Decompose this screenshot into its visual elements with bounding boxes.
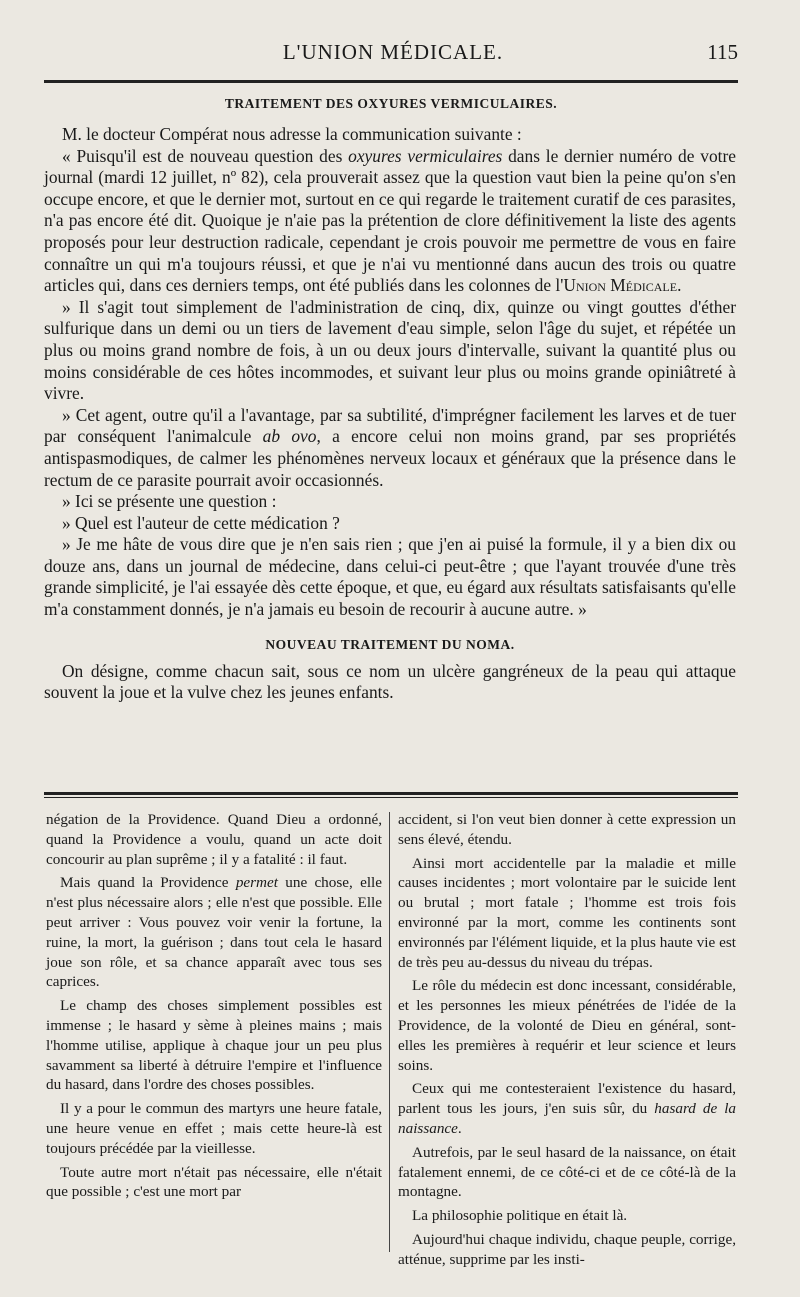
feuilleton-right-column — [398, 810, 736, 1274]
article-body-upper — [44, 124, 736, 704]
feuilleton-left-paragraph-5: Toute autre mort n'était pas nécessaire, elle n'était que possible ; c'est une mort par — [46, 1163, 382, 1201]
feuilleton-right-paragraph-5: Autrefois, par le seul hasard de la naissance, on était fatalement ennemi, de ce côté-ci et de ce côté-là de la montagne. — [398, 1143, 736, 1201]
feuilleton-right-paragraph-1: accident, si l'on veut bien donner à cette expression un sens élevé, étendu. — [398, 811, 736, 848]
feuilleton-left-paragraph-3: Le champ des choses simplement possibles est immense ; le hasard y sème à pleines mains ; mais l'homme utilise, applique à chaque jour un peu plus savamment sa liberté à détruire l'empire et l'influence du hasard, dans l'ordre des choses possibles. — [46, 997, 382, 1094]
header-rule — [44, 80, 738, 83]
feuilleton-left-paragraph-4: Il y a pour le commun des martyrs une heure fatale, une heure venue en effet ; mais cette heure-là est toujours précédée par la vieillesse. — [46, 1100, 382, 1157]
feuilleton-left-paragraph-1: négation de la Providence. Quand Dieu a ordonné, quand la Providence a voulu, quand un acte doit concourir au plan suprême ; il y a fatalité : il faut. — [46, 811, 382, 868]
article1-paragraph-6: » Je me hâte de vous dire que je n'en sais rien ; que j'en ai puisé la formule, il y a bien dix ou douze ans, dans un journal de médecine, dans celui-ci peut-être ; que l'ayant trouvée d'une très grande simplicité, je l'ai essayée dès cette époque, et que, eu égard aux résultats satisfaisants qu'elle m'a constamment donnés, je n'a jamais eu besoin de recourir à aucune autre. » — [44, 534, 736, 620]
feuilleton-left-paragraph-2: Mais quand la Providence permet une chose, elle n'est plus nécessaire alors ; elle n'est que possible. Elle peut arriver : Vous pouvez voir venir la fortune, la ruine, la mort, la guérison ; dans tout cela le hasard joue son rôle, et sa chance apparaît avec tous ses caprices. — [46, 874, 382, 991]
feuilleton-rule-top — [44, 792, 738, 795]
article-title-oxyures: TRAITEMENT DES OXYURES VERMICULAIRES. — [224, 96, 558, 111]
page-number: 115 — [707, 40, 738, 64]
article1-paragraph-5: » Quel est l'auteur de cette médication ? — [62, 512, 340, 533]
article1-paragraph-4: » Ici se présente une question : — [62, 491, 277, 512]
feuilleton-rule-bottom — [44, 797, 738, 798]
article2-paragraph-1: On désigne, comme chacun sait, sous ce nom un ulcère gangréneux de la peau qui attaque souvent la joue et la vulve chez les jeunes enfants. — [44, 660, 736, 703]
journal-title: L'UNION MÉDICALE. — [282, 40, 504, 64]
feuilleton-right-paragraph-7: Aujourd'hui chaque individu, chaque peuple, corrige, atténue, supprime par les insti- — [398, 1230, 736, 1268]
article-title-noma: NOUVEAU TRAITEMENT DU NOMA. — [265, 636, 515, 652]
running-head — [48, 40, 738, 70]
feuilleton-right-paragraph-2: Ainsi mort accidentelle par la maladie et mille causes incidentes ; mort volontaire par le suicide lent ou brutal ; mort fatale ; l'homme est trois fois environné par la mort, comme les continents sont environnés par l'élément liquide, et la plus haute vie est de très peu au-dessus du niveau du trépas. — [398, 854, 736, 971]
feuilleton-right-paragraph-6: La philosophie politique en était là. — [412, 1207, 628, 1225]
feuilleton-right-paragraph-4: Ceux qui me contesteraient l'existence du hasard, parlent tous les jours, j'en suis sûr, du hasard de la naissance. — [398, 1080, 737, 1137]
article1-paragraph-3: » Cet agent, outre qu'il a l'avantage, par sa subtilité, d'imprégner facilement les larves et de tuer par conséquent l'animalcule ab ovo, a encore celui non moins grand, par ses propriétés antispasmodiques, de calmer les phénomènes nerveux locaux et généraux que la présence dans le rectum de ce parasite pourrait avoir occasionnés. — [44, 404, 737, 490]
feuilleton-left-column — [46, 810, 382, 1206]
column-divider — [389, 812, 390, 1252]
article1-paragraph-1: « Puisqu'il est de nouveau question des oxyures vermiculaires dans le dernier numéro de votre journal (mardi 12 juillet, nº 82), cela prouverait assez que la question vaut bien la peine qu'on s'en occupe encore, et que le dernier mot, surtout en ce qui regarde le traitement curatif de ces parasites, n'a pas encore été dit. Quoique je n'aie pas la prétention de clore définitivement la liste des agents proposés pour leur destruction radicale, cependant je crois pouvoir me permettre de vous en faire connaître un qui m'a toujours réussi, et que je n'ai vu mentionné dans aucun des trois ou quatre articles qui, dans ces derniers temps, ont été publiés dans les colonnes de l'Union Médicale. — [44, 145, 736, 296]
article1-paragraph-2: » Il s'agit tout simplement de l'administration de cinq, dix, quinze ou vingt gouttes d'éther sulfurique dans un demi ou un tiers de lavement d'eau simple, selon l'âge du sujet, et répétée un plus ou moins grand nombre de fois, à un ou deux jours d'intervalle, suivant la quantité plus ou moins considérable de ces hôtes incommodes, et suivant leur plus ou moins grande opiniâtreté à vivre. — [44, 296, 736, 404]
article1-intro: M. le docteur Compérat nous adresse la communication suivante : — [62, 124, 522, 144]
feuilleton-right-paragraph-3: Le rôle du médecin est donc incessant, considérable, et les personnes les mieux pénétrées de l'idée de la Providence, de la volonté de Dieu en général, sont-elles les premières à requérir et leur science et leurs soins. — [398, 977, 736, 1074]
